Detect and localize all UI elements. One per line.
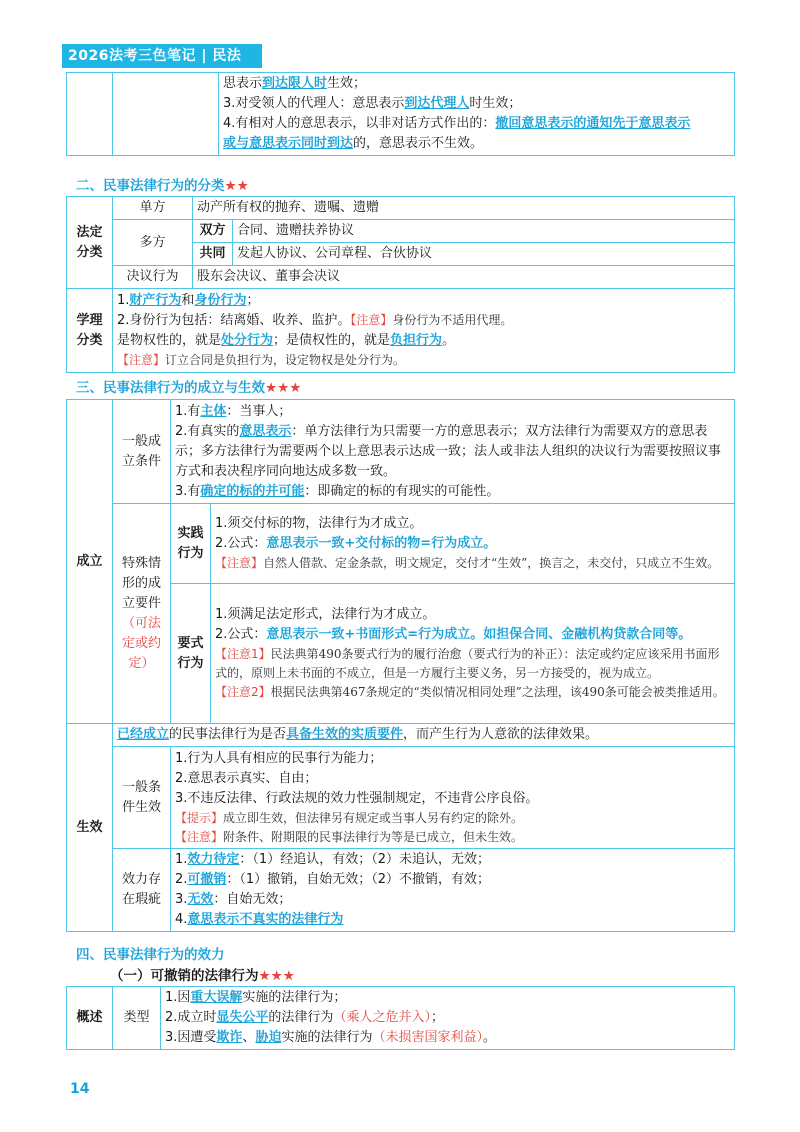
validity-label: 生效 [67, 724, 113, 932]
classification-table [66, 196, 735, 373]
blank-cell [113, 73, 219, 156]
resolution-content: 股东会决议、董事会决议 [193, 266, 735, 289]
section-2-title: 二、民事法律行为的分类★★ [76, 178, 249, 194]
general-validity-label: 一般条件生效 [113, 747, 171, 849]
overview-label: 概述 [67, 987, 113, 1050]
joint-label: 共同 [193, 243, 233, 266]
bilateral-label: 双方 [193, 220, 233, 243]
flawed-validity-content: 1.效力待定：（1）经追认，有效；（2）未追认，无效； 2.可撤销：（1）撤销，自始无效；（2）不撤销，有效； 3.无效：自始无效； 4.意思表示不真实的法律行为 [171, 849, 735, 932]
special-formation-label: 特殊情形的成立要件 （可法定或约定） [113, 504, 171, 724]
voidable-types-content: 1.因重大误解实施的法律行为； 2.成立时显失公平的法律行为（乘人之危并入）； 3.因遭受欺诈、胁迫实施的法律行为（未损害国家利益）。 [161, 987, 735, 1050]
validity-intro: 已经成立的民事法律行为是否具备生效的实质要件，而产生行为人意欲的法律效果。 [113, 724, 735, 747]
page-header-title: 2026法考三色笔记 | 民法 [68, 48, 242, 64]
section-3-title: 三、民事法律行为的成立与生效★★★ [76, 380, 302, 396]
unilateral-content: 动产所有权的抛弃、遗嘱、遗赠 [193, 197, 735, 220]
type-label: 类型 [113, 987, 161, 1050]
general-formation-content: 1.有主体：当事人； 2.有真实的意思表示：单方法律行为只需要一方的意思表示；双方法律行为需要双方的意思表示；多方法律行为需要两个以上意思表示达成一致；法人或非法人组织的决议行为需要按照议事方式和表决程序同向地达成多数一致。 3.有确定的标的并可能：即确定的标的有现实的可能性。 [171, 400, 735, 504]
formal-act-label: 要式行为 [171, 584, 211, 724]
academic-classification-label: 学理分类 [67, 289, 113, 373]
formation-validity-table [66, 399, 735, 932]
intent-effect-table [66, 72, 735, 156]
section-4-subtitle: （一）可撤销的法律行为★★★ [110, 968, 295, 984]
bilateral-content: 合同、遗赠扶养协议 [233, 220, 735, 243]
practical-act-content: 1.须交付标的物，法律行为才成立。 2.公式：意思表示一致+交付标的物=行为成立。 【注意】自然人借款、定金条款，明文规定，交付才“生效”，换言之，未交付，只成立不生效。 [211, 504, 735, 584]
formal-act-content: 1.须满足法定形式，法律行为才成立。 2.公式：意思表示一致+书面形式=行为成立。如担保合同、金融机构贷款合同等。 【注意1】民法典第490条要式行为的履行治愈（要式行为的补正）：法定或约定应该采用书面形式的，原则上未书面的不成立，但是一方履行主要义务，另一方接受的，视为成立。 【注意2】根据民法典第467条规定的“类似情况相同处理”之法理，该490条可能会被类推适用。 [211, 584, 735, 724]
unilateral-label: 单方 [113, 197, 193, 220]
joint-content: 发起人协议、公司章程、合伙协议 [233, 243, 735, 266]
voidable-act-table [66, 986, 735, 1050]
general-validity-content: 1.行为人具有相应的民事行为能力； 2.意思表示真实、自由； 3.不违反法律、行政法规的效力性强制规定，不违背公序良俗。 【提示】成立即生效，但法律另有规定或当事人另有约定的除外。 【注意】附条件、附期限的民事法律行为等是已成立，但未生效。 [171, 747, 735, 849]
flawed-validity-label: 效力存在瑕疵 [113, 849, 171, 932]
multilateral-label: 多方 [113, 220, 193, 266]
general-formation-label: 一般成立条件 [113, 400, 171, 504]
section-4-title: 四、民事法律行为的效力 [76, 947, 225, 963]
intent-effect-text: 思表示到达限人时生效； 3.对受领人的代理人：意思表示到达代理人时生效； 4.有相对人的意思表示，以非对话方式作出的：撤回意思表示的通知先于意思表示 或与意思表示同时到达的，意思表示不生效。 [219, 73, 735, 156]
practical-act-label: 实践行为 [171, 504, 211, 584]
page-number: 14 [70, 1081, 90, 1097]
blank-cell [67, 73, 113, 156]
fading-classification-label: 法定分类 [67, 197, 113, 289]
academic-classification-content: 1.财产行为和身份行为； 2.身份行为包括：结离婚、收养、监护。【注意】身份行为不适用代理。 是物权性的，就是处分行为；是债权性的，就是负担行为。 【注意】订立合同是负担行为，设定物权是处分行为。 [113, 289, 735, 373]
resolution-label: 决议行为 [113, 266, 193, 289]
formation-label: 成立 [67, 400, 113, 724]
